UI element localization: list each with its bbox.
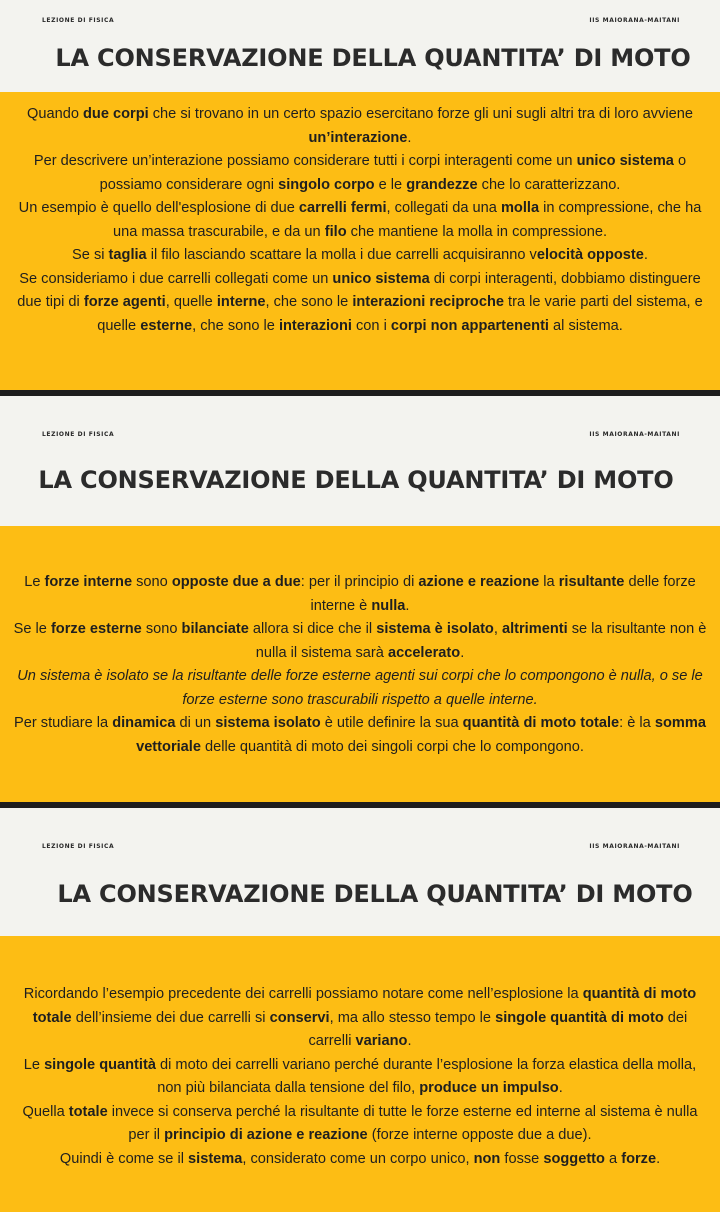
text-run: Quando [27,106,83,122]
slide-title: LA CONSERVAZIONE DELLA QUANTITA’ DI MOTO [55,44,691,72]
bold-text: somma vettoriale [136,715,706,755]
text-run: , ma allo stesso tempo le [329,1009,496,1026]
bold-text: esterne [140,317,193,334]
bold-text: forze esterne [50,621,142,637]
bold-text: non [473,1150,501,1167]
bold-text: un’interazione [308,129,408,146]
bold-text: altrimenti [501,621,568,637]
bold-text: nulla [371,597,406,614]
text-run: la [539,574,559,590]
slide-body [0,936,720,1212]
text-run: (forze interne opposte due a due). [367,1127,592,1143]
paragraph [10,983,710,1054]
bold-text: singolo corpo [278,176,375,193]
bold-text: soggetto [543,1150,605,1167]
text-run: Quindi è come se il [59,1150,189,1167]
bold-text: sistema [188,1150,243,1167]
text-run: di corpi interagenti, dobbiamo distinguere due tipi di [17,270,701,310]
bold-text: principio di azione e reazione [164,1127,368,1143]
paragraph [10,712,710,759]
bold-text: forze agenti [83,294,166,310]
paragraph [10,244,710,268]
text-run: dei carrelli [308,1009,688,1049]
slide-1 [0,0,720,390]
bold-text: totale [68,1103,108,1120]
slide-text [10,983,710,1171]
text-run: : è la [619,715,655,731]
school-label: IIS MAIORANA-MAITANI [589,431,680,438]
bold-text: corpi non appartenenti [390,317,549,334]
text-run: al sistema. [548,317,623,334]
slide-header [0,396,720,526]
course-label: LEZIONE DI FISICA [42,431,115,438]
text-run: , che sono le [192,317,279,334]
bold-text: singole quantità [44,1056,156,1073]
text-run: . [643,247,648,263]
text-run: di moto dei carrelli variano perché durante l’esplosione la forza elastica della molla, non più bilanciata dalla tensione del filo, [155,1056,697,1096]
text-run: , che sono le [265,294,353,310]
course-label: LEZIONE DI FISICA [42,17,115,24]
text-run: fosse [500,1150,544,1167]
paragraph [10,197,710,244]
text-run: Per descrivere un’interazione possiamo considerare tutti i corpi interagenti come un [33,153,577,169]
bold-text: variano [355,1033,408,1049]
bold-text: grandezze [406,176,478,193]
paragraph [10,665,710,712]
text-run: : per il principio di [300,574,419,590]
bold-text: singole quantità di moto [495,1009,664,1026]
bold-text: dinamica [112,715,176,731]
text-run: con i [351,317,391,334]
text-run: delle forze interne è [310,574,696,614]
bold-text: quantità di moto totale [32,986,697,1026]
bold-text: quantità di moto totale [462,715,620,731]
school-label: IIS MAIORANA-MAITANI [589,17,680,24]
text-run: Se le [13,621,51,637]
bold-text: molla [500,200,540,216]
bold-text: risultante [558,574,625,590]
paragraph [10,1054,710,1101]
text-run: invece si conserva perché la risultante di tutte le forze esterne ed interne al sistema è nulla per il [107,1103,698,1143]
text-run: Per studiare la [14,715,113,731]
paragraph [10,571,710,618]
paragraph [10,1148,710,1172]
text-run: sono [132,574,172,590]
school-label: IIS MAIORANA-MAITANI [589,843,680,850]
text-run: dell’insieme dei due carrelli si [71,1009,270,1026]
text-run: se la risultante non è nulla il sistema sarà [255,621,707,661]
text-run: . [460,644,465,661]
slide-body [0,526,720,802]
bold-text: unico sistema [332,270,430,287]
bold-text: conservi [269,1009,330,1026]
slide-title: LA CONSERVAZIONE DELLA QUANTITA’ DI MOTO [57,880,693,908]
text-run: Quella [22,1103,69,1120]
bold-text: taglia [108,247,147,263]
text-run: , [493,621,502,637]
text-run: , collegati da una [386,200,501,216]
text-run: in compressione, che ha una massa trascurabile, e da un [112,200,702,240]
text-run: a [604,1150,622,1167]
bold-text: bilanciate [181,621,249,637]
text-run: Le [24,574,45,590]
bold-text: carrelli fermi [298,200,387,216]
paragraph [10,268,710,339]
slide-body [0,92,720,390]
paragraph [10,1101,710,1148]
text-run: . [407,1033,412,1049]
bold-text: filo [324,223,347,240]
text-run: . [656,1150,661,1167]
text-run: o possiamo considerare ogni [99,153,687,193]
text-run: sono [141,621,182,637]
bold-text: accelerato [387,644,461,661]
text-run: Un esempio è quello dell'esplosione di due [18,200,299,216]
bold-text: sistema isolato [215,715,321,731]
slide-2 [0,396,720,802]
bold-text: forze interne [44,574,133,590]
slide-header [0,0,720,92]
bold-text: azione e reazione [418,574,540,590]
text-run: è utile definire la sua [320,715,463,731]
bold-text: opposte due a due [171,574,301,590]
slide-text [10,571,710,759]
text-run: . [558,1080,563,1096]
text-run: che mantiene la molla in compressione. [346,223,607,240]
italic-text: Un sistema è isolato se la risultante delle forze esterne agenti sui corpi che lo compongono è nulla, o se le forze esterne sono trascurabili rispetto a quelle interne. [17,668,703,708]
text-run: che si trovano in un certo spazio esercitano forze gli uni sugli altri tra di loro avviene [148,106,693,122]
paragraph [10,618,710,665]
text-run: che lo caratterizzano. [477,176,621,193]
text-run: , quelle [165,294,217,310]
bold-text: forze [621,1150,657,1167]
slide-header [0,808,720,936]
slide-title: LA CONSERVAZIONE DELLA QUANTITA’ DI MOTO [38,466,674,494]
slide-text [10,103,710,338]
text-run: delle quantità di moto dei singoli corpi che lo compongono. [200,738,584,755]
bold-text: interazioni [278,317,352,334]
bold-text: due corpi [83,106,149,122]
bold-text: interne [216,294,266,310]
text-run: . [407,129,412,146]
text-run: Ricordando l’esempio precedente dei carrelli possiamo notare come nell’esplosione la [23,986,583,1002]
text-run: Le [23,1056,45,1073]
text-run: e le [374,176,407,193]
text-run: . [405,597,410,614]
text-run: allora si dice che il [248,621,377,637]
bold-text: unico sistema [576,153,674,169]
slide-3 [0,808,720,1212]
text-run: Se si [72,247,109,263]
paragraph [10,150,710,197]
bold-text: interazioni reciproche [352,294,504,310]
paragraph [10,103,710,150]
text-run: Se consideriamo i due carrelli collegati come un [19,270,333,287]
bold-text: sistema è isolato [376,621,494,637]
text-run: il filo lasciando scattare la molla i due carrelli acquisiranno v [146,247,537,263]
course-label: LEZIONE DI FISICA [42,843,115,850]
bold-text: produce un impulso [419,1080,559,1096]
bold-text: elocità opposte [536,247,644,263]
text-run: di un [175,715,216,731]
text-run: , considerato come un corpo unico, [242,1150,474,1167]
text-run: tra le varie parti del sistema, e quelle [97,294,703,334]
